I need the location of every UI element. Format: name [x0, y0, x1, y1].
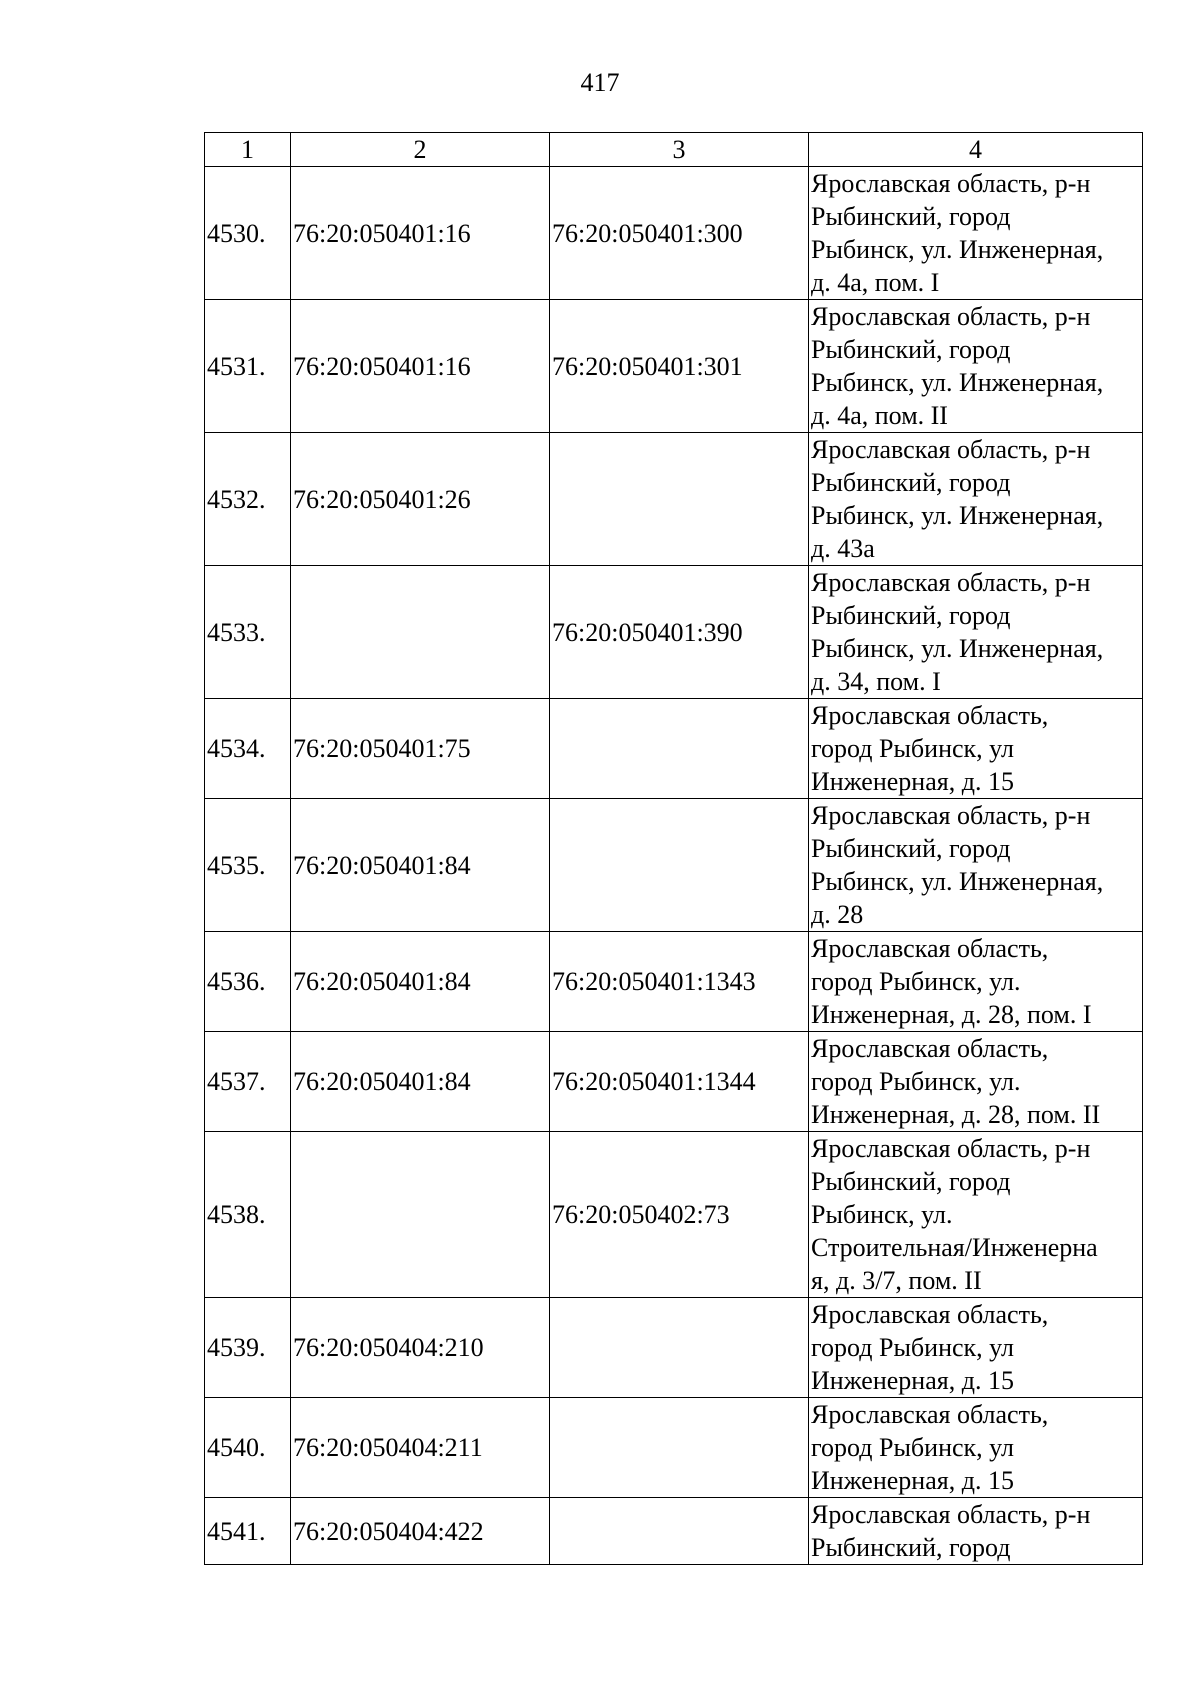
address-cell: Ярославская область, р-н Рыбинский, город Рыбинск, ул. Инженерная, д. 43а: [809, 433, 1143, 566]
column-header-3: 3: [550, 133, 809, 167]
address-cell: Ярославская область, р-н Рыбинский, город Рыбинск, ул. Строительная/Инженерна я, д. 3/7, пом. II: [809, 1132, 1143, 1298]
parcel-cadastral-number-cell: [291, 566, 550, 699]
address-cell: Ярославская область, город Рыбинск, ул Инженерная, д. 15: [809, 1398, 1143, 1498]
row-number-cell: 4534.: [205, 699, 291, 799]
table-row: [205, 1298, 1143, 1398]
row-number-cell: 4531.: [205, 300, 291, 433]
parcel-cadastral-number-cell: [291, 1132, 550, 1298]
row-number-cell: 4539.: [205, 1298, 291, 1398]
parcel-cadastral-number-cell: 76:20:050401:16: [291, 167, 550, 300]
object-cadastral-number-cell: [550, 799, 809, 932]
row-number-cell: 4530.: [205, 167, 291, 300]
object-cadastral-number-cell: 76:20:050401:390: [550, 566, 809, 699]
table-row: [205, 799, 1143, 932]
table-row: [205, 699, 1143, 799]
table-row: [205, 167, 1143, 300]
row-number-cell: 4537.: [205, 1032, 291, 1132]
table-row: [205, 433, 1143, 566]
table-row: [205, 566, 1143, 699]
parcel-cadastral-number-cell: 76:20:050401:84: [291, 799, 550, 932]
address-cell: Ярославская область, город Рыбинск, ул Инженерная, д. 15: [809, 1298, 1143, 1398]
parcel-cadastral-number-cell: 76:20:050404:422: [291, 1498, 550, 1565]
object-cadastral-number-cell: 76:20:050402:73: [550, 1132, 809, 1298]
parcel-cadastral-number-cell: 76:20:050404:210: [291, 1298, 550, 1398]
registry-table: [204, 132, 1143, 1565]
parcel-cadastral-number-cell: 76:20:050401:75: [291, 699, 550, 799]
object-cadastral-number-cell: [550, 433, 809, 566]
row-number-cell: 4535.: [205, 799, 291, 932]
object-cadastral-number-cell: 76:20:050401:301: [550, 300, 809, 433]
parcel-cadastral-number-cell: 76:20:050404:211: [291, 1398, 550, 1498]
object-cadastral-number-cell: [550, 1498, 809, 1565]
column-header-2: 2: [291, 133, 550, 167]
table-row: [205, 1032, 1143, 1132]
address-cell: Ярославская область, р-н Рыбинский, город Рыбинск, ул. Инженерная, д. 28: [809, 799, 1143, 932]
row-number-cell: 4532.: [205, 433, 291, 566]
parcel-cadastral-number-cell: 76:20:050401:26: [291, 433, 550, 566]
column-header-4: 4: [809, 133, 1143, 167]
address-cell: Ярославская область, город Рыбинск, ул Инженерная, д. 15: [809, 699, 1143, 799]
object-cadastral-number-cell: 76:20:050401:300: [550, 167, 809, 300]
table-row: [205, 932, 1143, 1032]
table-row: [205, 1498, 1143, 1565]
parcel-cadastral-number-cell: 76:20:050401:84: [291, 932, 550, 1032]
row-number-cell: 4541.: [205, 1498, 291, 1565]
row-number-cell: 4540.: [205, 1398, 291, 1498]
object-cadastral-number-cell: 76:20:050401:1343: [550, 932, 809, 1032]
row-number-cell: 4536.: [205, 932, 291, 1032]
table-row: [205, 300, 1143, 433]
table-header-row: [205, 133, 1143, 167]
row-number-cell: 4533.: [205, 566, 291, 699]
object-cadastral-number-cell: [550, 1298, 809, 1398]
object-cadastral-number-cell: [550, 1398, 809, 1498]
parcel-cadastral-number-cell: 76:20:050401:84: [291, 1032, 550, 1132]
table-row: [205, 1132, 1143, 1298]
page-number: 417: [580, 68, 620, 97]
parcel-cadastral-number-cell: 76:20:050401:16: [291, 300, 550, 433]
address-cell: Ярославская область, р-н Рыбинский, город Рыбинск, ул. Инженерная, д. 34, пом. I: [809, 566, 1143, 699]
address-cell: Ярославская область, р-н Рыбинский, город Рыбинск, ул. Инженерная, д. 4а, пом. I: [809, 167, 1143, 300]
address-cell: Ярославская область, город Рыбинск, ул. Инженерная, д. 28, пом. II: [809, 1032, 1143, 1132]
address-cell: Ярославская область, город Рыбинск, ул. Инженерная, д. 28, пом. I: [809, 932, 1143, 1032]
object-cadastral-number-cell: 76:20:050401:1344: [550, 1032, 809, 1132]
table-body: [205, 133, 1143, 1565]
row-number-cell: 4538.: [205, 1132, 291, 1298]
address-cell: Ярославская область, р-н Рыбинский, город: [809, 1498, 1143, 1565]
address-cell: Ярославская область, р-н Рыбинский, город Рыбинск, ул. Инженерная, д. 4а, пом. II: [809, 300, 1143, 433]
column-header-1: 1: [205, 133, 291, 167]
object-cadastral-number-cell: [550, 699, 809, 799]
table-row: [205, 1398, 1143, 1498]
